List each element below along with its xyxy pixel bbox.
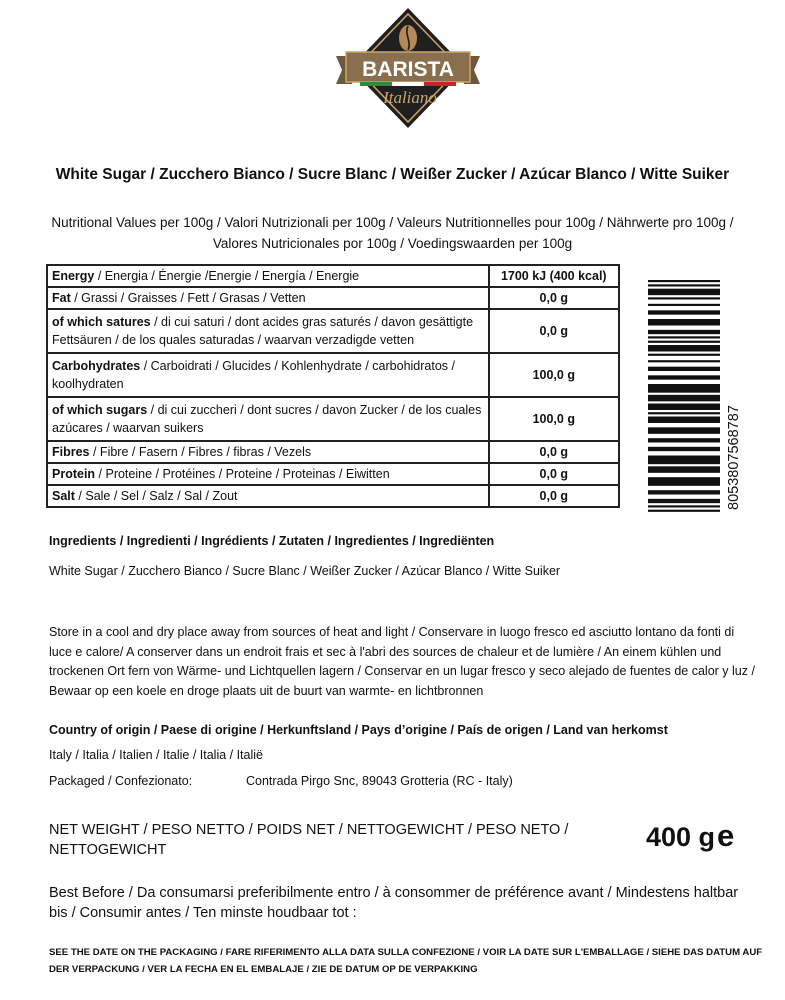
- barcode-bar: [648, 404, 720, 411]
- best-before-text: Best Before / Da consumarsi preferibilmente entro / à consommer de préférence avant / Mindestens haltbar bis / Consumir antes / Ten minste houdbaar tot :: [49, 885, 739, 921]
- ingredients-text: White Sugar / Zucchero Bianco / Sucre Blanc / Weißer Zucker / Azúcar Blanco / Witte Suiker: [49, 564, 561, 578]
- nutrient-label: Fat / Grassi / Graisses / Fett / Grasas / Vetten: [47, 287, 489, 309]
- nutrient-value: 0,0 g: [489, 463, 619, 485]
- ingredients-heading: Ingredients / Ingredienti / Ingrédients / Zutaten / Ingredientes / Ingrediënten: [49, 534, 495, 548]
- table-row: [47, 463, 619, 485]
- table-row: [47, 287, 619, 309]
- barcode-bar: [648, 304, 720, 306]
- nutrient-label: Fibres / Fibre / Fasern / Fibres / fibras / Vezels: [47, 441, 489, 463]
- nutrition-heading: [20, 212, 765, 254]
- barcode-bar: [648, 336, 720, 338]
- barcode-bar: [648, 284, 720, 286]
- product-title: White Sugar / Zucchero Bianco / Sucre Blanc / Weißer Zucker / Azúcar Blanco / Witte Suiker: [55, 166, 730, 183]
- barcode-bar: [648, 427, 720, 434]
- net-weight-value: [646, 818, 734, 854]
- barcode-bar: [648, 395, 720, 402]
- nutrient-label: Protein / Proteine / Protéines / Proteine / Proteinas / Eiwitten: [47, 463, 489, 485]
- nutrient-label: Salt / Sale / Sel / Salz / Sal / Zout: [47, 485, 489, 507]
- table-row: [47, 309, 619, 353]
- barcode-bar: [648, 447, 720, 451]
- table-row: [47, 265, 619, 287]
- barcode-bar: [648, 438, 720, 442]
- origin-heading: Country of origin / Paese di origine / Herkunftsland / Pays d’origine / País de origen / Land van herkomst: [49, 723, 668, 737]
- logo-script-text: Italiano: [383, 88, 437, 107]
- nutrient-value: 100,0 g: [489, 397, 619, 441]
- barcode-bar: [648, 505, 720, 507]
- barcode-bar: [648, 384, 720, 393]
- barcode-bar: [648, 280, 720, 282]
- barcode-bar: [648, 345, 720, 352]
- barcode-bar: [648, 319, 720, 326]
- see-date-notice: SEE THE DATE ON THE PACKAGING / FARE RIFERIMENTO ALLA DATA SULLA CONFEZIONE / VOIR LA DATE SUR L'EMBALLAGE / SIEHE DAS DATUM AUF DER VERPACKUNG / VER LA FECHA EN EL EMBALAJE / ZIE DE DATUM OP DE VERPAKKING: [49, 947, 763, 975]
- barcode-bar: [648, 490, 720, 494]
- table-row: [47, 353, 619, 397]
- estimated-sign: e: [717, 818, 735, 853]
- barcode-bar: [648, 341, 720, 343]
- storage-instructions: Store in a cool and dry place away from sources of heat and light / Conservare in luogo fresco ed asciutto lontano da fonti di luce e calore/ A conserver dans un endroit frais et sec à l'abri des sources de chaleur et de lumière / An einem kühlen und trockenen Ort fern von Wärme- und Lichtquellen lagern / Conservar en un lugar fresco y seco alejado de fuentes de calor y luz / Bewaar op een koele en droge plaats uit de buurt van warmte- en lichtbronnen: [49, 625, 755, 698]
- nutrition-heading-line2: Valores Nutricionales por 100g / Voedingswaarden per 100g: [212, 236, 573, 251]
- nutrition-table: [46, 264, 620, 508]
- net-weight-label: NET WEIGHT / PESO NETTO / POIDS NET / NETTOGEWICHT / PESO NETO / NETTOGEWICHT: [49, 822, 569, 858]
- barcode-bar: [648, 412, 720, 414]
- nutrient-value: 1700 kJ (400 kcal): [489, 265, 619, 287]
- nutrient-label: Carbohydrates / Carboidrati / Glucides / Kohlenhydrate / carbohidratos / koolhydraten: [47, 353, 489, 397]
- nutrient-label: Energy / Energia / Énergie /Energie / Energía / Energie: [47, 265, 489, 287]
- table-row: [47, 441, 619, 463]
- packaged-label: Packaged / Confezionato:: [49, 774, 193, 788]
- nutrient-value: 0,0 g: [489, 441, 619, 463]
- barcode-bar: [648, 477, 720, 486]
- barcode-bar: [648, 367, 720, 371]
- barcode: [648, 280, 742, 514]
- barcode-bar: [648, 360, 720, 362]
- barcode-bar: [648, 330, 720, 334]
- nutrient-value: 0,0 g: [489, 287, 619, 309]
- table-row: [47, 485, 619, 507]
- barcode-bar: [648, 297, 720, 299]
- barcode-bars: [648, 280, 720, 512]
- barcode-bar: [648, 354, 720, 356]
- barcode-graphic: [648, 280, 742, 514]
- barcode-bar: [648, 456, 720, 465]
- barcode-bar: [648, 417, 720, 424]
- nutrition-heading-line1: Nutritional Values per 100g / Valori Nutrizionali per 100g / Valeurs Nutritionnelles pour 100g / Nährwerte pro 100g /: [51, 215, 734, 230]
- barcode-bar: [648, 289, 720, 296]
- packaged-address: Contrada Pirgo Snc, 89043 Grotteria (RC - Italy): [246, 774, 513, 788]
- nutrient-label: of which satures / di cui saturi / dont acides gras saturés / davon gesättigte Fettsäuren / de los quales saturadas / waarvan verzadigde vetten: [47, 309, 489, 353]
- nutrient-value: 0,0 g: [489, 485, 619, 507]
- nutrient-label: of which sugars / di cui zuccheri / dont sucres / davon Zucker / de los cuales azúcares / waarvan suikers: [47, 397, 489, 441]
- nutrient-value: 100,0 g: [489, 353, 619, 397]
- barcode-bar: [648, 375, 720, 379]
- barcode-number: 8053807568787: [726, 405, 742, 510]
- net-weight-amount: 400 g: [646, 822, 716, 852]
- logo-graphic: [330, 6, 486, 132]
- table-row: [47, 397, 619, 441]
- barcode-bar: [648, 310, 720, 314]
- barcode-bar: [648, 499, 720, 503]
- barista-italiano-logo: [330, 6, 486, 132]
- barcode-bar: [648, 510, 720, 512]
- barcode-bar: [648, 466, 720, 473]
- origin-text: Italy / Italia / Italien / Italie / Italia / Italië: [49, 748, 263, 762]
- coffee-bean-icon: [399, 25, 417, 51]
- logo-brand-text: BARISTA: [362, 58, 454, 81]
- nutrient-value: 0,0 g: [489, 309, 619, 353]
